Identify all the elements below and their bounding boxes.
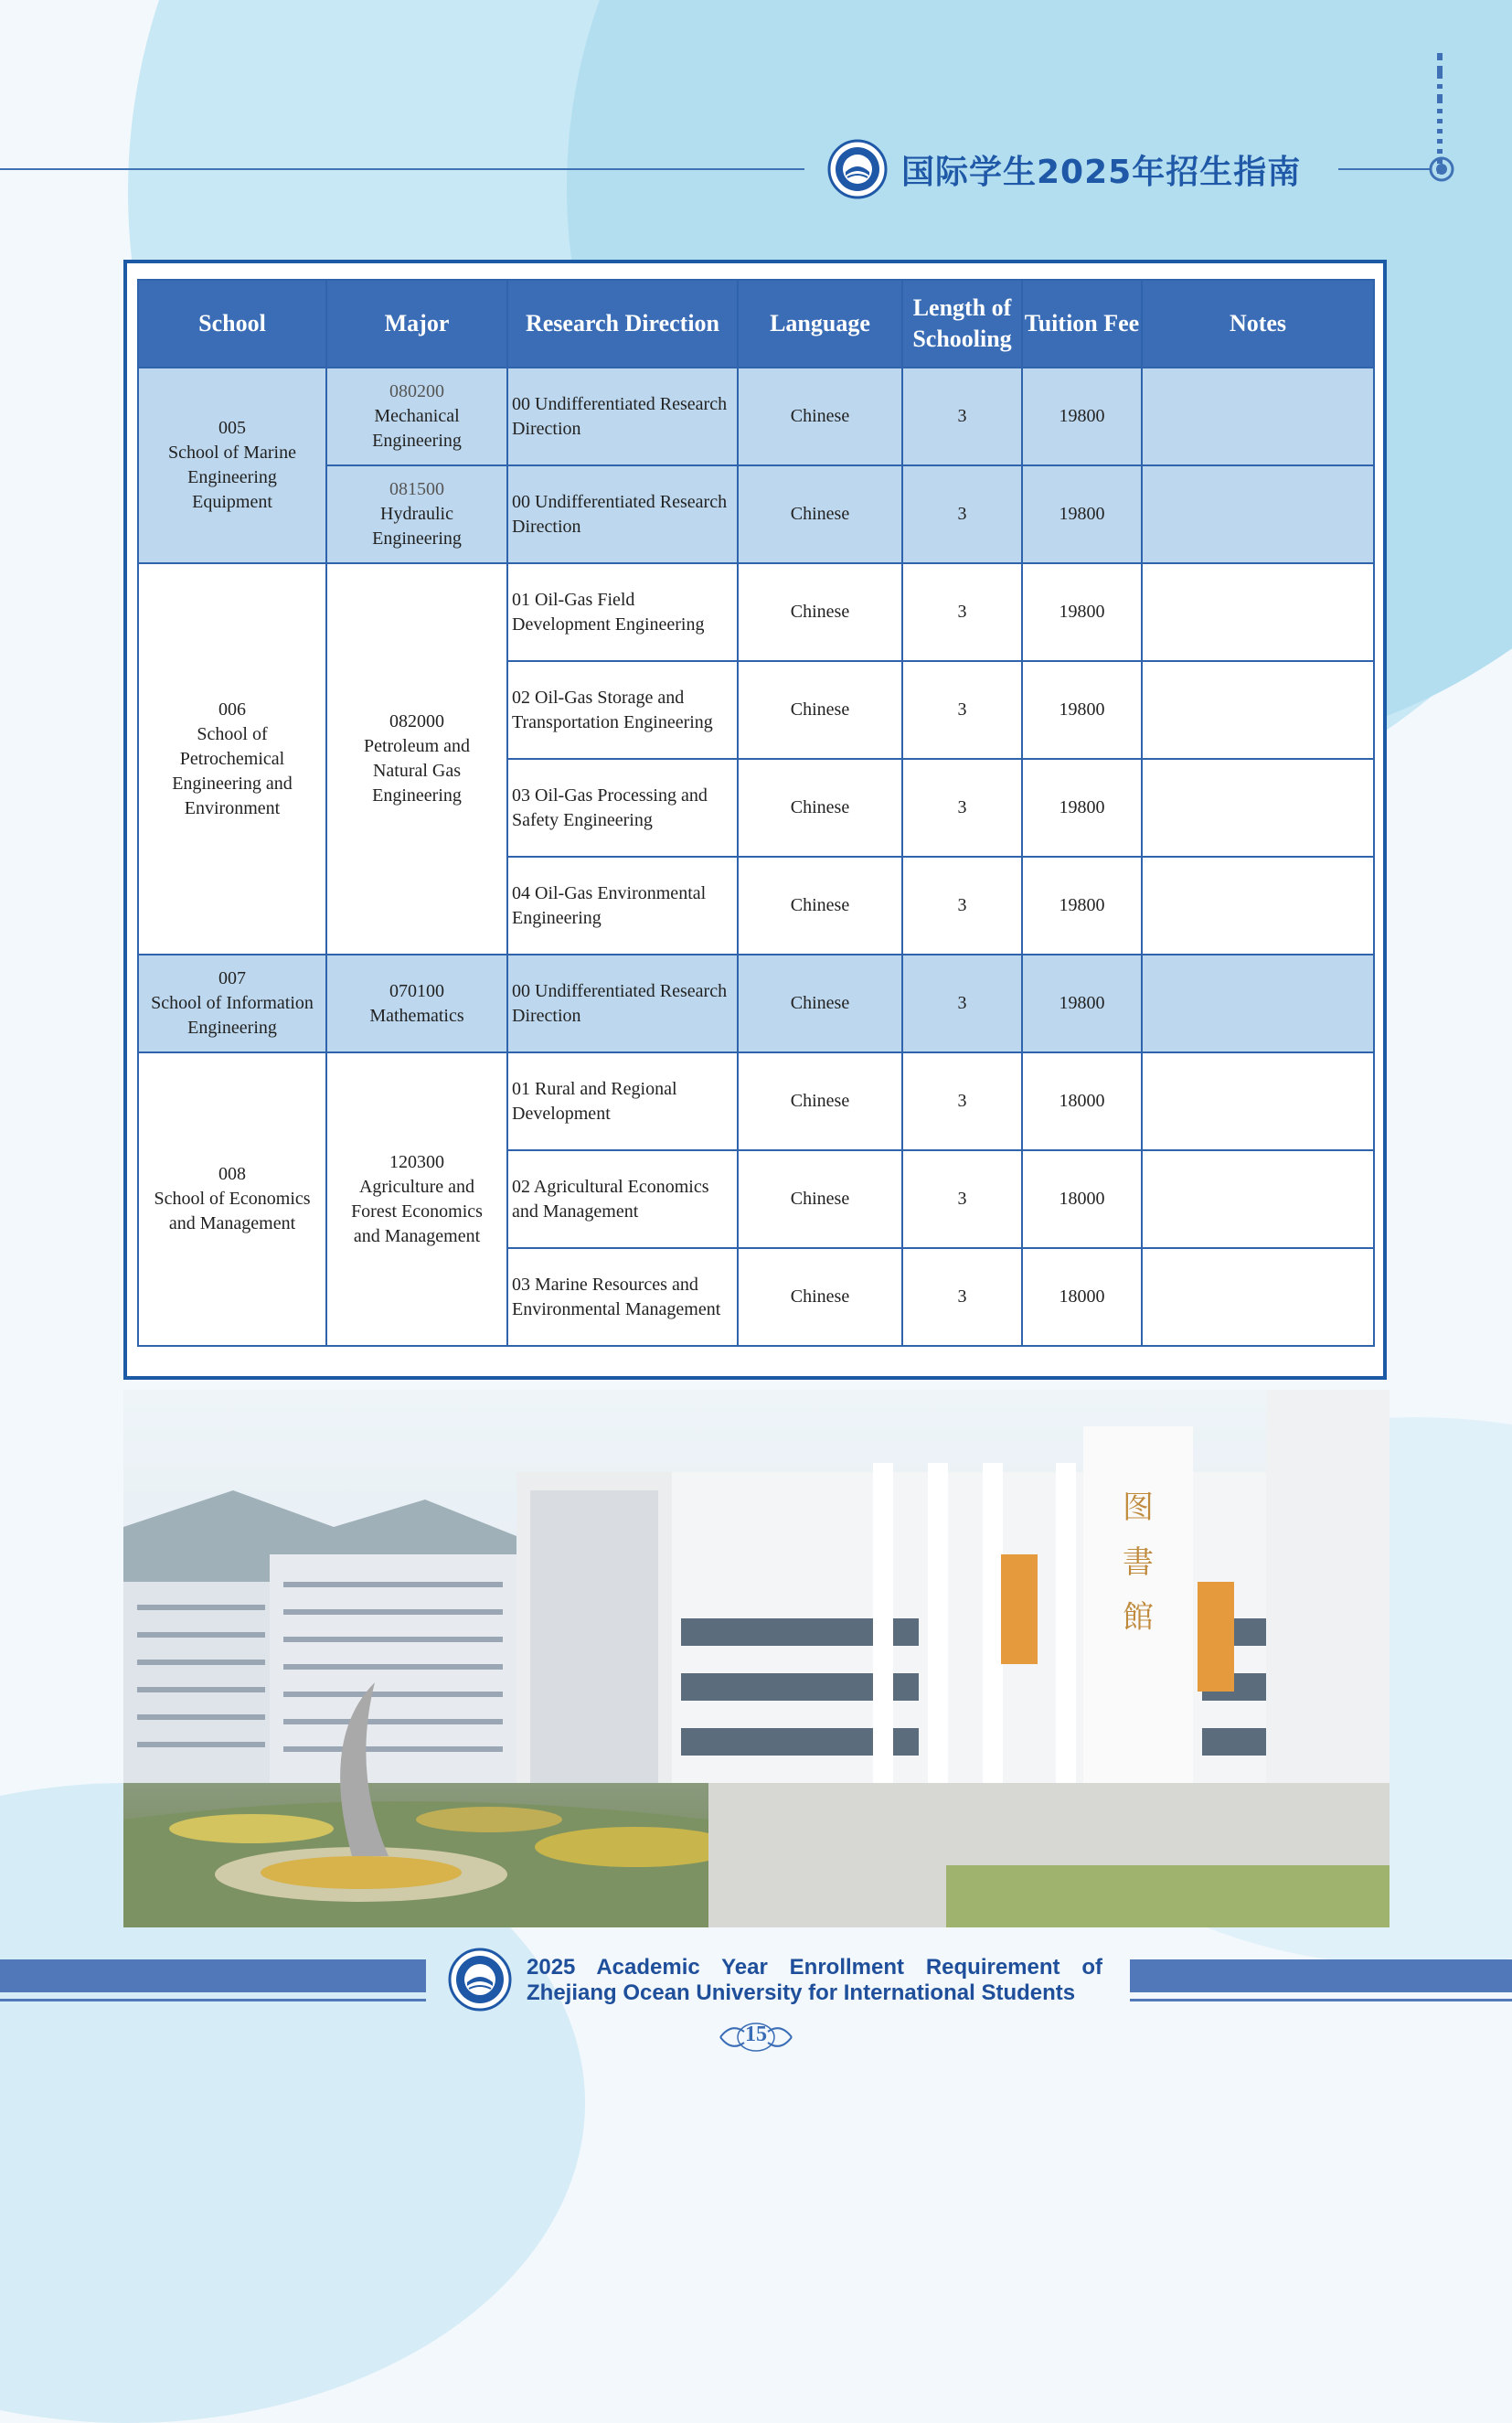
research-direction-cell: 03 Oil-Gas Processing and Safety Engineering (507, 759, 738, 857)
language-cell: Chinese (738, 368, 902, 465)
tuition-fee-cell: 18000 (1022, 1248, 1142, 1346)
notes-cell (1142, 1052, 1374, 1150)
tuition-fee-cell: 19800 (1022, 563, 1142, 661)
research-direction-cell: 03 Marine Resources and Environmental Management (507, 1248, 738, 1346)
school-cell: 005 School of Marine Engineering Equipment (138, 368, 326, 563)
notes-cell (1142, 465, 1374, 563)
notes-cell (1142, 563, 1374, 661)
notes-cell (1142, 857, 1374, 955)
column-header-language: Language (738, 280, 902, 368)
research-direction-cell: 04 Oil-Gas Environmental Engineering (507, 857, 738, 955)
language-cell: Chinese (738, 465, 902, 563)
language-cell: Chinese (738, 1052, 902, 1150)
major-cell: 080200 Mechanical Engineering (326, 368, 507, 465)
tuition-fee-cell: 19800 (1022, 368, 1142, 465)
table-row (138, 1052, 1374, 1150)
university-logo-icon (448, 1948, 512, 2012)
tuition-fee-cell: 19800 (1022, 955, 1142, 1052)
notes-cell (1142, 955, 1374, 1052)
column-header-major: Major (326, 280, 507, 368)
notes-cell (1142, 1150, 1374, 1248)
school-cell: 006 School of Petrochemical Engineering and Environment (138, 563, 326, 955)
research-direction-cell: 00 Undifferentiated Research Direction (507, 465, 738, 563)
notes-cell (1142, 759, 1374, 857)
major-cell: 081500 Hydraulic Engineering (326, 465, 507, 563)
length-cell: 3 (902, 368, 1022, 465)
length-cell: 3 (902, 759, 1022, 857)
notes-cell (1142, 1248, 1374, 1346)
column-header-research-direction: Research Direction (507, 280, 738, 368)
language-cell: Chinese (738, 857, 902, 955)
table-row (138, 563, 1374, 661)
campus-library-photo (123, 1390, 1390, 1927)
tuition-fee-cell: 19800 (1022, 759, 1142, 857)
university-logo-icon (827, 139, 888, 199)
notes-cell (1142, 661, 1374, 759)
tuition-fee-cell: 18000 (1022, 1150, 1142, 1248)
research-direction-cell: 01 Rural and Regional Development (507, 1052, 738, 1150)
column-header-school: School (138, 280, 326, 368)
language-cell: Chinese (738, 1248, 902, 1346)
school-cell: 007 School of Information Engineering (138, 955, 326, 1052)
length-cell: 3 (902, 661, 1022, 759)
admission-table (137, 279, 1375, 1347)
length-cell: 3 (902, 1052, 1022, 1150)
page-number-badge (713, 2017, 799, 2057)
language-cell: Chinese (738, 563, 902, 661)
length-cell: 3 (902, 563, 1022, 661)
table-row (138, 368, 1374, 465)
column-header-length-of-schooling: Length of Schooling (902, 280, 1022, 368)
svg-text:館: 館 (1123, 1599, 1154, 1636)
page-number: 15 (745, 2023, 767, 2046)
header-rule-left (0, 168, 804, 170)
footer-rule-right (1130, 1999, 1512, 2001)
footer-bar-left (0, 1959, 426, 1992)
research-direction-cell: 02 Oil-Gas Storage and Transportation Engineering (507, 661, 738, 759)
svg-text:書: 書 (1123, 1544, 1154, 1581)
footer-rule-left (0, 1999, 426, 2001)
major-cell: 120300 Agriculture and Forest Economics and Management (326, 1052, 507, 1346)
tuition-fee-cell: 19800 (1022, 465, 1142, 563)
decorative-dots (1437, 53, 1444, 218)
column-header-tuition-fee: Tuition Fee (1022, 280, 1142, 368)
language-cell: Chinese (738, 1150, 902, 1248)
research-direction-cell: 02 Agricultural Economics and Management (507, 1150, 738, 1248)
footer-bar-right (1130, 1959, 1512, 1992)
column-header-notes: Notes (1142, 280, 1374, 368)
tuition-fee-cell: 18000 (1022, 1052, 1142, 1150)
major-cell: 070100 Mathematics (326, 955, 507, 1052)
notes-cell (1142, 368, 1374, 465)
page-title: 国际学生2025年招生指南 (901, 154, 1302, 191)
language-cell: Chinese (738, 955, 902, 1052)
svg-text:图: 图 (1123, 1489, 1154, 1526)
length-cell: 3 (902, 1248, 1022, 1346)
length-cell: 3 (902, 465, 1022, 563)
footer-title: 2025 Academic Year Enrollment Requirement of Zhejiang Ocean University for International Students (527, 1955, 1102, 2005)
tuition-fee-cell: 19800 (1022, 661, 1142, 759)
tuition-fee-cell: 19800 (1022, 857, 1142, 955)
school-cell: 008 School of Economics and Management (138, 1052, 326, 1346)
table-row (138, 955, 1374, 1052)
length-cell: 3 (902, 1150, 1022, 1248)
language-cell: Chinese (738, 661, 902, 759)
language-cell: Chinese (738, 759, 902, 857)
header-rule-right (1338, 168, 1430, 170)
length-cell: 3 (902, 857, 1022, 955)
research-direction-cell: 01 Oil-Gas Field Development Engineering (507, 563, 738, 661)
research-direction-cell: 00 Undifferentiated Research Direction (507, 955, 738, 1052)
research-direction-cell: 00 Undifferentiated Research Direction (507, 368, 738, 465)
major-cell: 082000 Petroleum and Natural Gas Engineering (326, 563, 507, 955)
length-cell: 3 (902, 955, 1022, 1052)
